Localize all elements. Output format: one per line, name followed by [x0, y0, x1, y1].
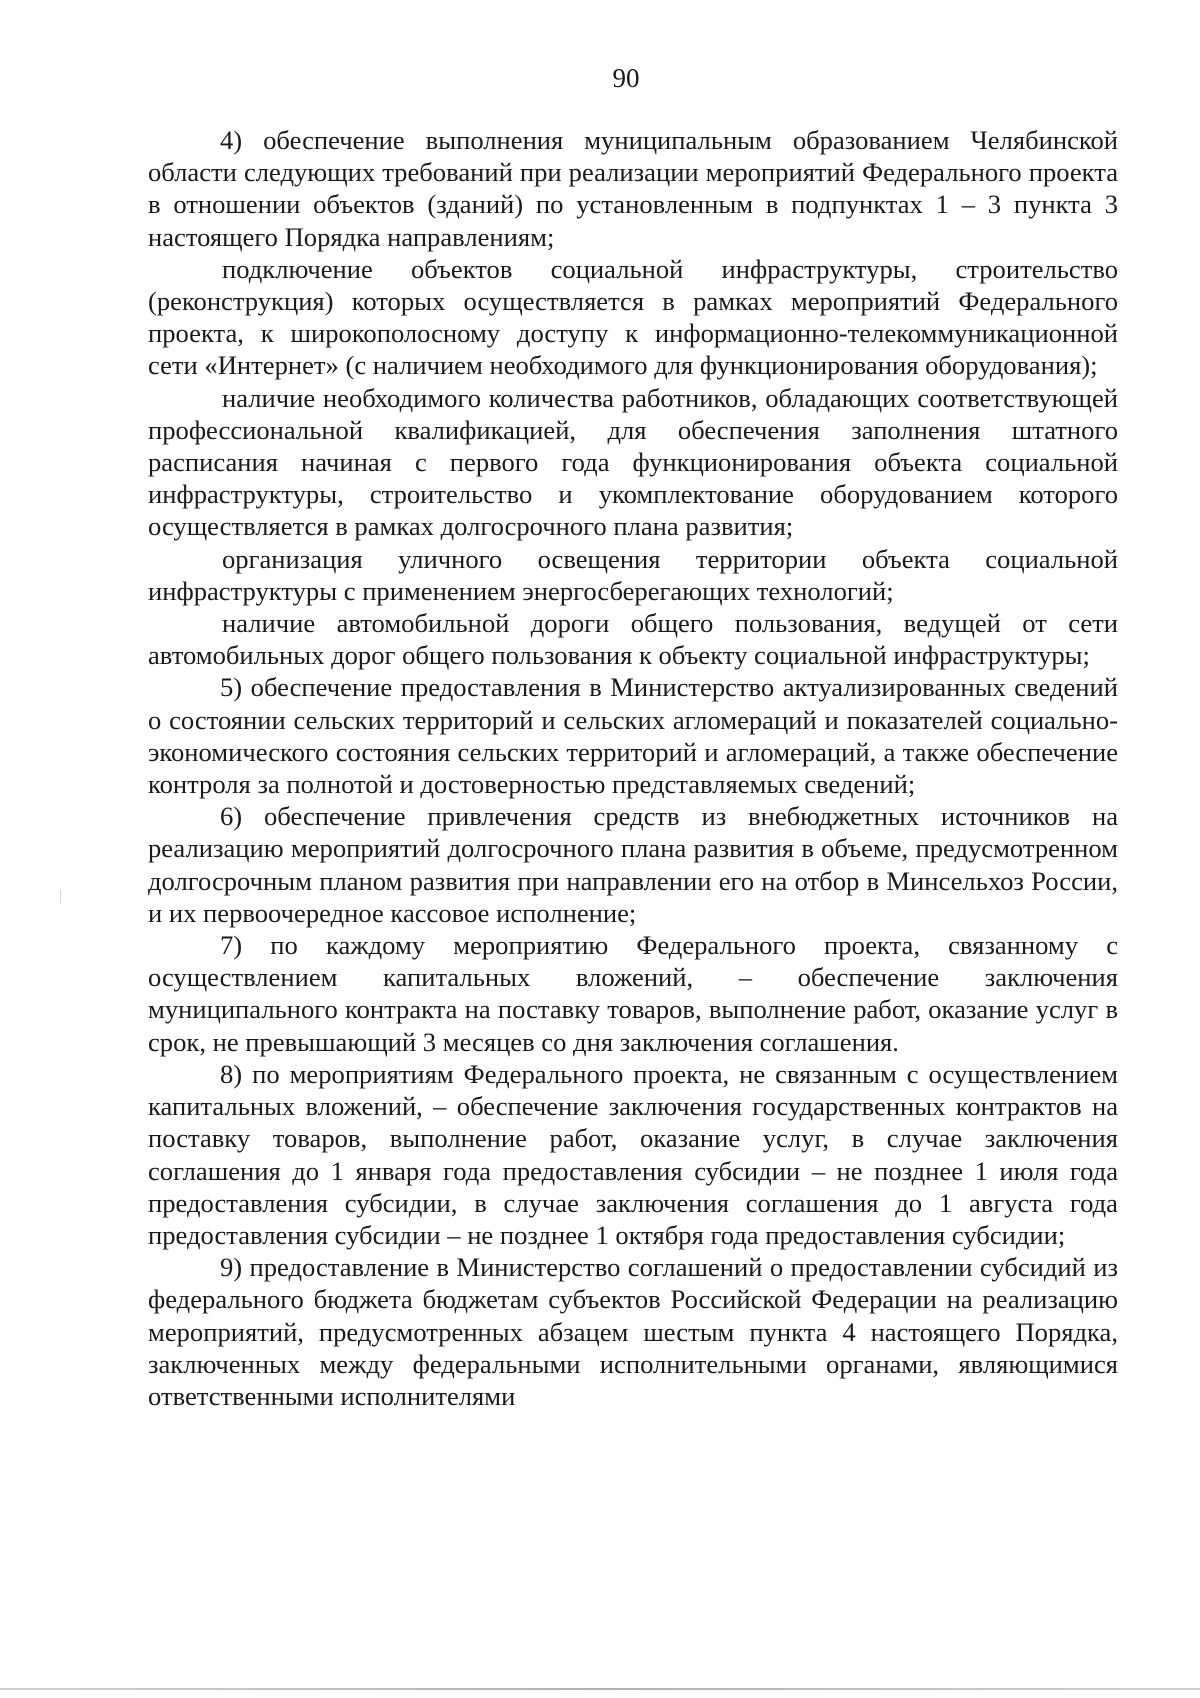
- paragraph-road-access: наличие автомобильной дороги общего пользования, ведущей от сети автомобильных дорог общего пользования к объекту социальной инфраструктуры;: [148, 608, 1118, 671]
- paragraph-staffing: наличие необходимого количества работников, обладающих соответствующей профессиональной квалификацией, для обеспечения заполнения штатного расписания начиная с первого года функционирования объекта социальной инфраструктуры, строительство и укомплектование оборудованием которого осуществляется в рамках долгосрочного плана развития;: [148, 382, 1118, 542]
- paragraph-internet-access: подключение объектов социальной инфраструктуры, строительство (реконструкция) которых осуществляется в рамках мероприятий Федерального проекта, к широкополосному доступу к информационно-телекоммуникационной сети «Интернет» (с наличием необходимого для функционирования оборудования);: [148, 253, 1118, 381]
- paragraph-item-5: 5) обеспечение предоставления в Министерство актуализированных сведений о состоянии сельских территорий и сельских агломераций и показателей социально-экономического состояния сельских территорий и агломераций, а также обеспечение контроля за полнотой и достоверностью представляемых сведений;: [148, 672, 1118, 800]
- document-body: [148, 124, 1118, 1412]
- paragraph-item-9: 9) предоставление в Министерство соглашений о предоставлении субсидий из федерального бюджета бюджетам субъектов Российской Федерации на реализацию мероприятий, предусмотренных абзацем шестым пункта 4 настоящего Порядка, заключенных между федеральными исполнительными органами, являющимися ответственными исполнителями: [148, 1252, 1118, 1411]
- paragraph-street-lighting: организация уличного освещения территории объекта социальной инфраструктуры с применением энергосберегающих технологий;: [148, 543, 1118, 606]
- paragraph-item-6: 6) обеспечение привлечения средств из внебюджетных источников на реализацию мероприятий долгосрочного плана развития в объеме, предусмотренном долгосрочным планом развития при направлении его на отбор в Минсельхоз России, и их первоочередное кассовое исполнение;: [148, 801, 1118, 928]
- paragraph-item-8: 8) по мероприятиям Федерального проекта, не связанным с осуществлением капитальных вложений, – обеспечение заключения государственных контрактов на поставку товаров, выполнение работ, оказание услуг, в случае заключения соглашения до 1 января года предоставления субсидии – не позднее 1 июля года предоставления субсидии, в случае заключения соглашения до 1 августа года предоставления субсидии – не позднее 1 октября года предоставления субсидии;: [148, 1058, 1118, 1250]
- scan-edge-line: [0, 1688, 1200, 1690]
- scan-artifact-mark: [60, 890, 61, 904]
- paragraph-item-4: 4) обеспечение выполнения муниципальным образованием Челябинской области следующих требований при реализации мероприятий Федерального проекта в отношении объектов (зданий) по установленным в подпунктах 1 – 3 пункта 3 настоящего Порядка направлениям;: [148, 125, 1118, 252]
- paragraph-item-7: 7) по каждому мероприятию Федерального проекта, связанному с осуществлением капитальных вложений, – обеспечение заключения муниципального контракта на поставку товаров, выполнение работ, оказание услуг в срок, не превышающий 3 месяцев со дня заключения соглашения.: [148, 930, 1118, 1057]
- page-number: 90: [612, 63, 640, 93]
